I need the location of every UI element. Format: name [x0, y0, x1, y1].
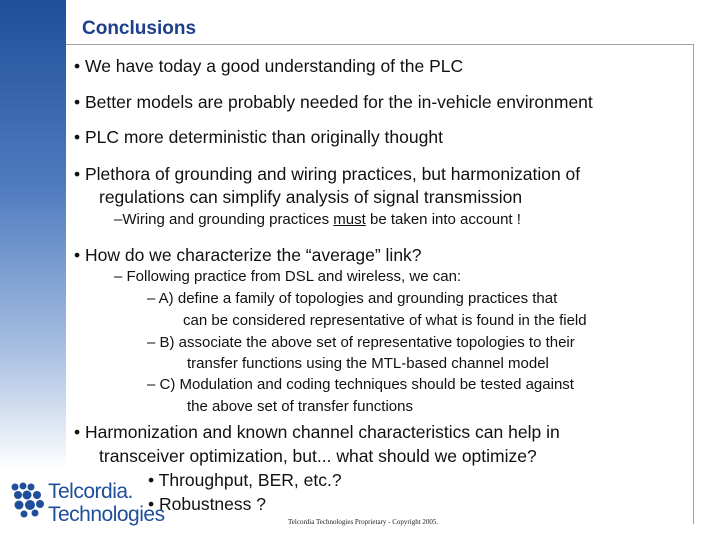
bullet-harmonization-line1: • Harmonization and known channel characteristics can help in: [74, 422, 560, 442]
logo-dot: [28, 484, 35, 491]
logo-dot: [25, 500, 35, 510]
content-frame-right: [693, 44, 694, 524]
header-rule: [66, 44, 694, 45]
bullet-grounding-line2: regulations can simplify analysis of signal transmission: [99, 187, 523, 207]
logo-wordmark-line1: Telcordia.: [48, 480, 133, 503]
bullet-average-link: • How do we characterize the “average” link?: [74, 245, 422, 265]
logo-dot: [33, 491, 41, 499]
footer-copyright: Telcordia Technologies Proprietary - Copyright 2005.: [288, 518, 439, 526]
sidebar-gradient-bar: [0, 0, 66, 470]
logo-dot: [36, 500, 44, 508]
sub-bullet-throughput: • Throughput, BER, etc.?: [148, 470, 342, 490]
sub-bullet-wiring: [114, 211, 521, 228]
sub-bullet-wiring-pre: –Wiring and grounding practices: [114, 211, 334, 228]
sub-bullet-a-line2: can be considered representative of what is found in the field: [183, 312, 587, 329]
sub-bullet-c-line1: – C) Modulation and coding techniques should be tested against: [147, 376, 574, 393]
sub-bullet-c-line2: the above set of transfer functions: [187, 398, 413, 415]
telcordia-logo-icon: [10, 482, 48, 518]
logo-dot: [32, 510, 39, 517]
bullet-plc-deterministic: • PLC more deterministic than originally thought: [74, 127, 443, 147]
sub-bullet-wiring-post: be taken into account !: [365, 211, 521, 228]
bullet-grounding-line1: • Plethora of grounding and wiring practices, but harmonization of: [74, 164, 581, 184]
bullet-harmonization-line2: transceiver optimization, but... what should we optimize?: [99, 446, 537, 466]
sub-bullet-b-line1: – B) associate the above set of representative topologies to their: [147, 334, 575, 351]
sub-bullet-b-line2: transfer functions using the MTL-based channel model: [187, 355, 549, 372]
sub-bullet-wiring-emphasis: must: [333, 211, 366, 228]
logo-wordmark-line2: Technologies: [48, 503, 165, 526]
logo-dot: [15, 501, 24, 510]
logo-dot: [21, 511, 28, 518]
bullet-better-models: • Better models are probably needed for the in-vehicle environment: [74, 92, 593, 112]
sub-bullet-following-practice: – Following practice from DSL and wireless, we can:: [114, 268, 462, 285]
slide-title: Conclusions: [82, 18, 197, 39]
sub-bullet-a-line1: – A) define a family of topologies and grounding practices that: [147, 290, 558, 307]
logo-dot: [20, 483, 27, 490]
logo-dot: [23, 491, 32, 500]
sub-bullet-robustness: • Robustness ?: [148, 494, 266, 514]
logo-dot: [14, 491, 22, 499]
logo-dot: [12, 484, 19, 491]
bullet-plc-understanding: • We have today a good understanding of the PLC: [74, 56, 464, 76]
